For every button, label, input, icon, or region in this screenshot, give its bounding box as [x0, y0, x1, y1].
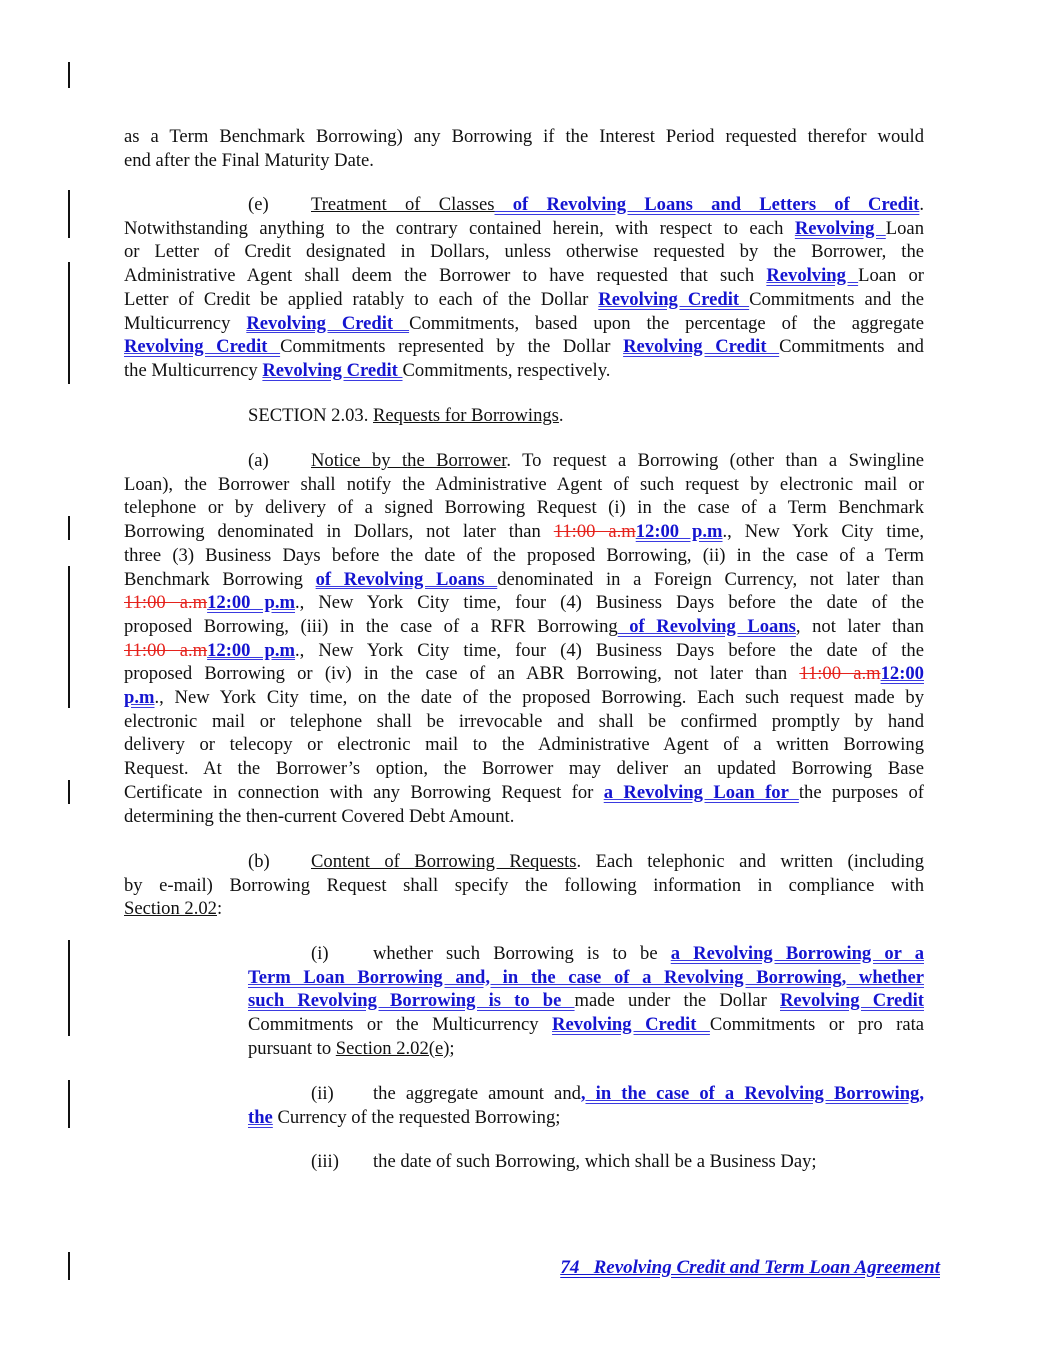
text-line — [124, 805, 924, 829]
text-line — [124, 544, 924, 568]
inserted-text: Revolving Credit — [623, 336, 780, 358]
text: . To request a Borrowing (other than a Swingline — [506, 450, 924, 471]
text-line — [124, 193, 924, 217]
underlined-heading: Content of Borrowing Requests — [311, 851, 577, 872]
change-bar — [68, 190, 70, 238]
text: Commitments and the — [749, 288, 925, 310]
text: . — [558, 405, 564, 426]
underlined-heading: Section 2.02 — [124, 898, 217, 920]
text: , not later than — [795, 615, 924, 637]
text-line — [124, 496, 924, 520]
text-line — [124, 335, 924, 359]
text: electronic mail or telephone shall be irrevocable and shall be confirmed promptly by hand — [124, 710, 924, 732]
clause-label: (e) — [248, 194, 269, 215]
change-bar — [68, 1080, 70, 1128]
text-line — [248, 1106, 924, 1130]
text: ; — [449, 1037, 455, 1059]
inserted-text: , in the case of a Revolving Borrowing, — [580, 1083, 925, 1104]
text: Commitments or the Multicurrency — [248, 1014, 553, 1036]
text: Currency of the requested Borrowing; — [272, 1106, 561, 1128]
deleted-text: 11:00 a.m — [799, 663, 881, 685]
deleted-text: 11:00 a.m — [553, 521, 636, 543]
text: delivery or telecopy or electronic mail to the Administrative Agent of a written Borrowing — [124, 734, 924, 756]
inserted-text: 12:00 p.m — [207, 639, 296, 661]
text-line — [248, 1013, 924, 1037]
text: the purposes of — [798, 781, 924, 803]
clause-label: (iii) — [311, 1151, 339, 1172]
text-line — [124, 897, 924, 921]
page-footer — [560, 1256, 940, 1280]
text: SECTION 2.03. — [248, 405, 373, 426]
text: as a Term Benchmark Borrowing) any Borrowing if the Interest Period requested therefor would — [124, 126, 924, 147]
inserted-text: 12:00 p.m — [635, 521, 723, 543]
inserted-text: Revolving — [766, 265, 859, 287]
text: determining the then-current Covered Debt Amount. — [124, 805, 515, 827]
text: pursuant to — [248, 1037, 336, 1059]
text: Benchmark Borrowing — [124, 568, 316, 590]
text-line — [124, 781, 924, 805]
underlined-heading: Requests for Borrowings — [373, 405, 559, 426]
inserted-text: Revolving Credit — [780, 990, 924, 1012]
inserted-text: the — [248, 1106, 273, 1128]
text: telephone or by delivery of a signed Borrowing Request (i) in the case of a Term Benchmark — [124, 497, 924, 519]
inserted-text: Revolving — [794, 217, 886, 239]
text-line — [124, 359, 924, 383]
text-line — [124, 288, 924, 312]
inserted-text: Revolving Credit — [124, 336, 281, 358]
inserted-text: p.m — [124, 687, 155, 709]
change-bar — [68, 516, 70, 540]
inserted-text: Revolving Credit — [262, 359, 403, 381]
underlined-heading: Treatment of Classes — [311, 194, 495, 215]
inserted-text: of Revolving Loans — [617, 615, 796, 637]
inserted-text: a Revolving Borrowing or a — [670, 943, 924, 964]
inserted-text: Revolving Credit — [246, 312, 410, 334]
change-bar — [68, 780, 70, 804]
inserted-text: Revolving Credit — [598, 288, 750, 310]
text-line — [124, 733, 924, 757]
text: Borrowing denominated in Dollars, not later than — [124, 521, 554, 543]
text: made under the Dollar — [574, 990, 780, 1012]
text: proposed Borrowing or (iv) in the case of an ABR Borrowing, not later than — [124, 663, 800, 685]
text: three (3) Business Days before the date of the proposed Borrowing, (ii) in the case of a Term — [124, 544, 924, 566]
text: Multicurrency — [124, 312, 247, 334]
text: Request. At the Borrower’s option, the Borrower may deliver an updated Borrowing Base — [124, 758, 924, 780]
text: Commitments and — [779, 336, 924, 358]
text: whether such Borrowing is to be — [373, 943, 671, 964]
text-line — [124, 615, 924, 639]
clause-i — [248, 942, 924, 1061]
inserted-text: 12:00 p.m — [207, 592, 296, 614]
text: the aggregate amount and — [373, 1083, 581, 1104]
text-line — [124, 710, 924, 734]
text-line — [124, 874, 924, 898]
inserted-text: a Revolving Loan for — [603, 781, 799, 803]
clause-label: (a) — [248, 450, 269, 471]
inserted-text: of Revolving Loans — [315, 568, 498, 590]
paragraph-e-treatment-of-classes — [124, 193, 924, 383]
text-line — [124, 217, 924, 241]
paragraph-a-notice-by-borrower — [124, 449, 924, 828]
underlined-heading: Notice by the Borrower — [311, 450, 507, 471]
text: Loan or — [858, 265, 924, 287]
document-title: Revolving Credit and Term Loan Agreement — [593, 1257, 940, 1278]
text-line — [124, 850, 924, 874]
text-line — [248, 1037, 924, 1061]
deleted-text: 11:00 a.m — [124, 639, 208, 661]
text: Administrative Agent shall deem the Borrower to have requested that such — [124, 265, 767, 287]
text: Loan), the Borrower shall notify the Administrative Agent of such request by electronic mail or — [124, 473, 924, 495]
text-line — [124, 568, 924, 592]
text: Commitments or pro rata — [709, 1014, 924, 1036]
text: . Each telephonic and written (including — [576, 851, 924, 872]
text: Commitments, based upon the percentage of the aggregate — [409, 312, 924, 334]
section-heading-2-03 — [124, 404, 924, 428]
text-line — [124, 125, 924, 149]
text-line — [124, 686, 924, 710]
text-line — [124, 639, 924, 663]
change-bar — [68, 940, 70, 1036]
text-line — [248, 942, 924, 966]
text: Loan — [885, 217, 924, 239]
inserted-text: 12:00 — [880, 663, 924, 685]
text: . — [919, 194, 924, 215]
text: : — [216, 898, 223, 920]
inserted-text: of Revolving Loans and Letters of Credit — [494, 194, 920, 215]
text: ., New York City time, — [722, 521, 925, 543]
text: Letter of Credit be applied ratably to each of the Dollar — [124, 288, 599, 310]
page-number: 74 — [560, 1257, 580, 1278]
text-line — [124, 662, 924, 686]
inserted-text: Revolving Credit — [552, 1014, 710, 1036]
text-line — [124, 264, 924, 288]
text-line — [124, 591, 924, 615]
text-line — [124, 312, 924, 336]
text-line — [248, 989, 924, 1013]
text-line — [124, 473, 924, 497]
text-line — [124, 757, 924, 781]
change-bar — [68, 262, 70, 384]
change-bar — [68, 566, 70, 708]
clause-iii — [248, 1150, 924, 1174]
clause-ii — [248, 1082, 924, 1129]
text: the date of such Borrowing, which shall be a Business Day; — [373, 1151, 817, 1172]
text-line — [248, 1082, 924, 1106]
text: Commitments represented by the Dollar — [280, 336, 624, 358]
change-bar — [68, 1252, 70, 1280]
text-line — [124, 520, 924, 544]
text: by e-mail) Borrowing Request shall specify the following information in compliance with — [124, 874, 924, 896]
text: Notwithstanding anything to the contrary contained herein, with respect to each — [124, 217, 795, 239]
text-line — [124, 404, 924, 428]
paragraph-b-content-of-requests — [124, 850, 924, 921]
clause-label: (b) — [248, 851, 270, 872]
clause-label: (i) — [311, 943, 329, 964]
text: proposed Borrowing, (iii) in the case of a RFR Borrowing — [124, 615, 618, 637]
text-line — [248, 966, 924, 990]
underlined-heading: Section 2.02(e) — [335, 1037, 450, 1059]
text: or Letter of Credit designated in Dollars, unless otherwise requested by the Borrower, the — [124, 241, 924, 263]
clause-label: (ii) — [311, 1083, 334, 1104]
inserted-text: Term Loan Borrowing and, in the case of a Revolving Borrowing, whether — [248, 966, 924, 988]
text: ., New York City time, four (4) Business Days before the date of the — [295, 639, 924, 661]
inserted-text: such Revolving Borrowing is to be — [248, 990, 575, 1012]
text: Commitments, respectively. — [402, 359, 611, 381]
change-bar — [68, 62, 70, 88]
text-line — [124, 240, 924, 264]
text-line — [124, 149, 924, 173]
deleted-text: 11:00 a.m — [124, 592, 208, 614]
text: denominated in a Foreign Currency, not later than — [497, 568, 924, 590]
text: the Multicurrency — [124, 359, 263, 381]
text: Certificate in connection with any Borrowing Request for — [124, 781, 604, 803]
paragraph-continuation — [124, 125, 924, 172]
text: ., New York City time, four (4) Business Days before the date of the — [295, 592, 924, 614]
text: end after the Final Maturity Date. — [124, 149, 374, 171]
text-line — [124, 449, 924, 473]
text: ., New York City time, on the date of the proposed Borrowing. Each such request made by — [154, 687, 924, 709]
text-line — [248, 1150, 924, 1174]
